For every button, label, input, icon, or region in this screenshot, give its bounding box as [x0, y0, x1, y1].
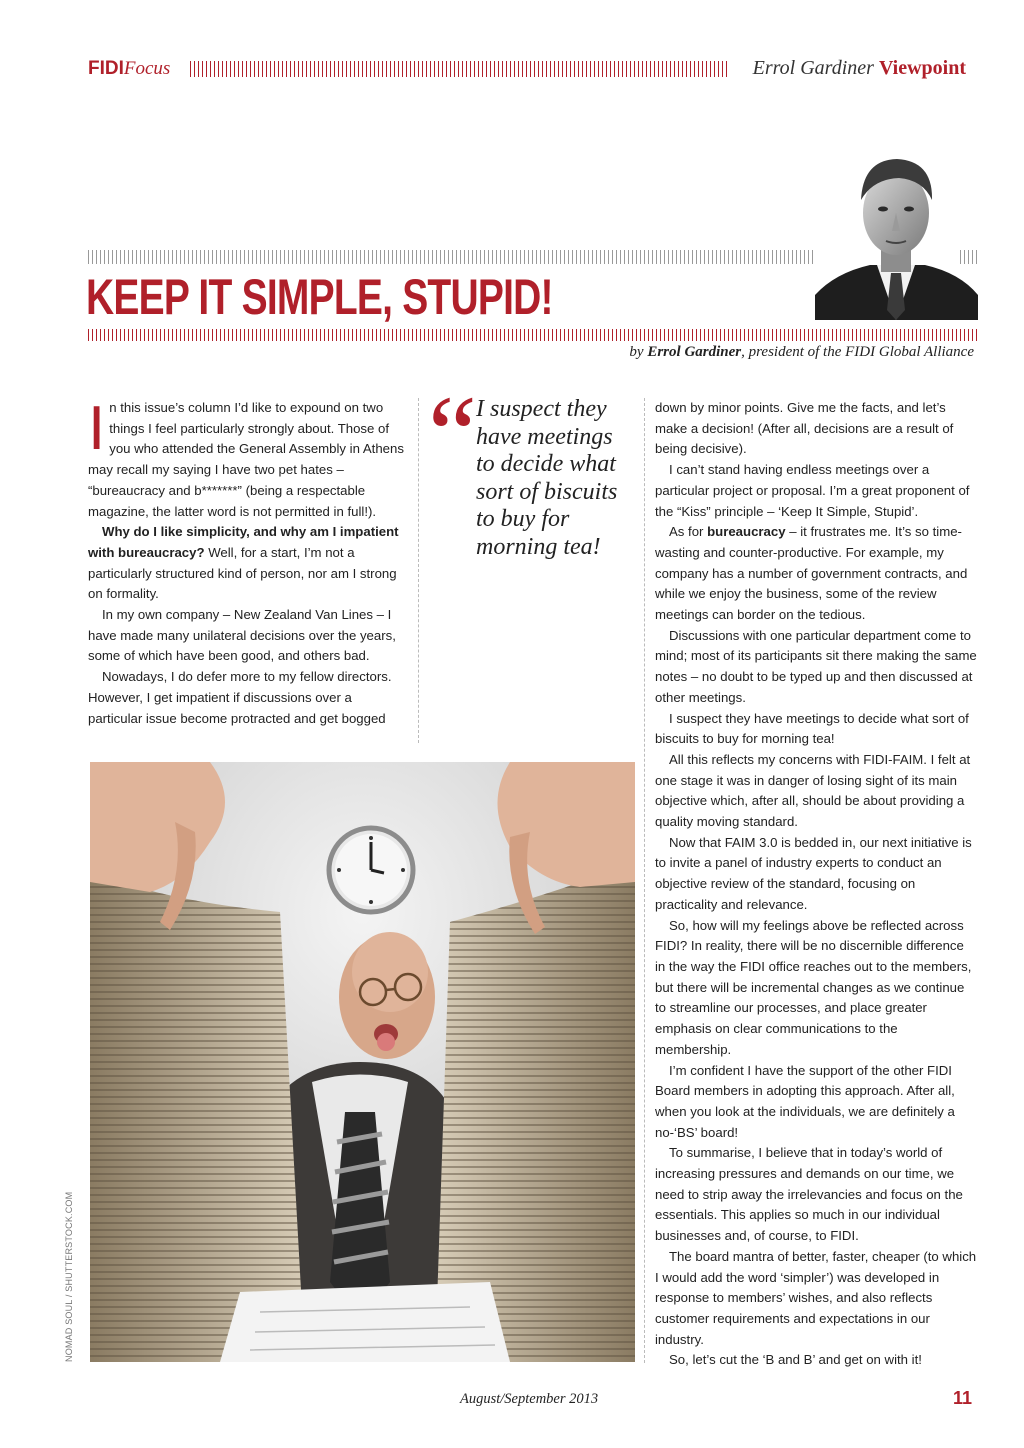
header-author: Errol Gardiner [752, 57, 874, 79]
brand-focus: Focus [123, 58, 171, 79]
paragraph: So, let’s cut the ‘B and B’ and get on with it! [669, 1352, 922, 1368]
paragraph: down by minor points. Give me the facts, and let’s make a decision! (After all, decisions are a result of being decisive). [655, 400, 954, 457]
article-column-1 [88, 394, 406, 729]
author-portrait [815, 145, 978, 320]
pull-quote [430, 396, 635, 561]
drop-cap: I [88, 394, 106, 463]
title-top-rule [88, 250, 813, 264]
byline-author: Errol Gardiner [647, 344, 742, 360]
column-divider-left [418, 398, 419, 743]
paragraph: In this issue’s column I’d like to expound on two things I feel particularly strongly about. Those of you who attended the General Assembly in Athens may recall my saying I have two pet hates – “bureaucracy and b*******” (being a respectable magazine, the latter word is not permitted in full!). [88, 394, 404, 519]
article-column-3 [655, 398, 977, 1371]
paragraph: Why do I like simplicity, and why am I impatient with bureaucracy? Well, for a start, I’m not a particularly structured kind of person, nor am I strong on formality. [88, 524, 399, 602]
paragraph: Discussions with one particular department come to mind; most of its participants sit there making the same notes – no doubt to be typed up and then discussed at other meetings. [655, 627, 977, 705]
article-photo [90, 762, 635, 1362]
paragraph: In my own company – New Zealand Van Lines – I have made many unilateral decisions over the years, some of which have been good, and others bad. [88, 607, 396, 664]
paragraph: I suspect they have meetings to decide what sort of biscuits to buy for morning tea! [655, 710, 969, 747]
header-viewpoint: Viewpoint [878, 57, 966, 79]
page-number: 11 [952, 1388, 972, 1408]
issue-date: August/September 2013 [460, 1391, 599, 1407]
pull-quote-text: I suspect they have meetings to decide what sort of biscuits to buy for morning tea! [476, 396, 618, 560]
paragraph: The board mantra of better, faster, cheaper (to which I would add the word ‘simpler’) was developed in response to members’ wishes, and also reflects customer requirements and expectations in our industry. [655, 1248, 977, 1347]
byline-suffix: , president of the FIDI Global Alliance [741, 344, 974, 360]
paragraph: I’m confident I have the support of the other FIDI Board members in adopting this approach. After all, when you look at the individuals, we are definitely a no-‘BS’ board! [655, 1062, 955, 1140]
quote-mark-icon: “ [428, 373, 477, 495]
paragraph: So, how will my feelings above be reflected across FIDI? In reality, there will be no discernible difference in the way the FIDI office reaches out to the members, but there will be incremental changes as we continue to streamline our processes, and place greater emphasis on clear communications to the membership. [655, 917, 972, 1057]
column-divider-right [644, 398, 645, 1363]
photo-credit: NOMAD SOUL / SHUTTERSTOCK.COM [64, 1191, 74, 1362]
paragraph: As for bureaucracy – it frustrates me. It’s so time-wasting and counter-productive. For example, my company has a number of government contracts, and while we enjoy the business, some of the review meetings can border on the tedious. [655, 524, 968, 623]
paragraph: To summarise, I believe that in today’s world of increasing pressures and demands on our time, we need to strip away the irrelevancies and focus on the essentials. This applies so much in our individual businesses and, of course, to FIDI. [655, 1145, 963, 1244]
article-title: KEEP IT SIMPLE, STUPID! [86, 269, 553, 325]
section-label [753, 57, 966, 80]
paragraph: I can’t stand having endless meetings over a particular project or proposal. I’m a great proponent of the “Kiss” principle – ‘Keep It Simple, Stupid’. [655, 462, 970, 519]
title-top-rule-right [960, 250, 978, 264]
brand-fidi: FIDI [88, 58, 124, 79]
paragraph: Now that FAIM 3.0 is bedded in, our next initiative is to invite a panel of industry experts to conduct an objective review of the standard, focusing on practicality and relevance. [655, 834, 972, 912]
title-bottom-rule [88, 329, 978, 341]
byline-prefix: by [629, 344, 648, 360]
byline [629, 344, 974, 361]
paragraph: Nowadays, I do defer more to my fellow directors. However, I get impatient if discussions over a particular issue become protracted and get bogged [88, 669, 392, 726]
paragraph: All this reflects my concerns with FIDI-FAIM. I felt at one stage it was in danger of losing sight of its main objective which, after all, should be about providing a quality moving standard. [655, 751, 971, 830]
section-brand [88, 58, 170, 80]
header-rule [190, 61, 730, 77]
